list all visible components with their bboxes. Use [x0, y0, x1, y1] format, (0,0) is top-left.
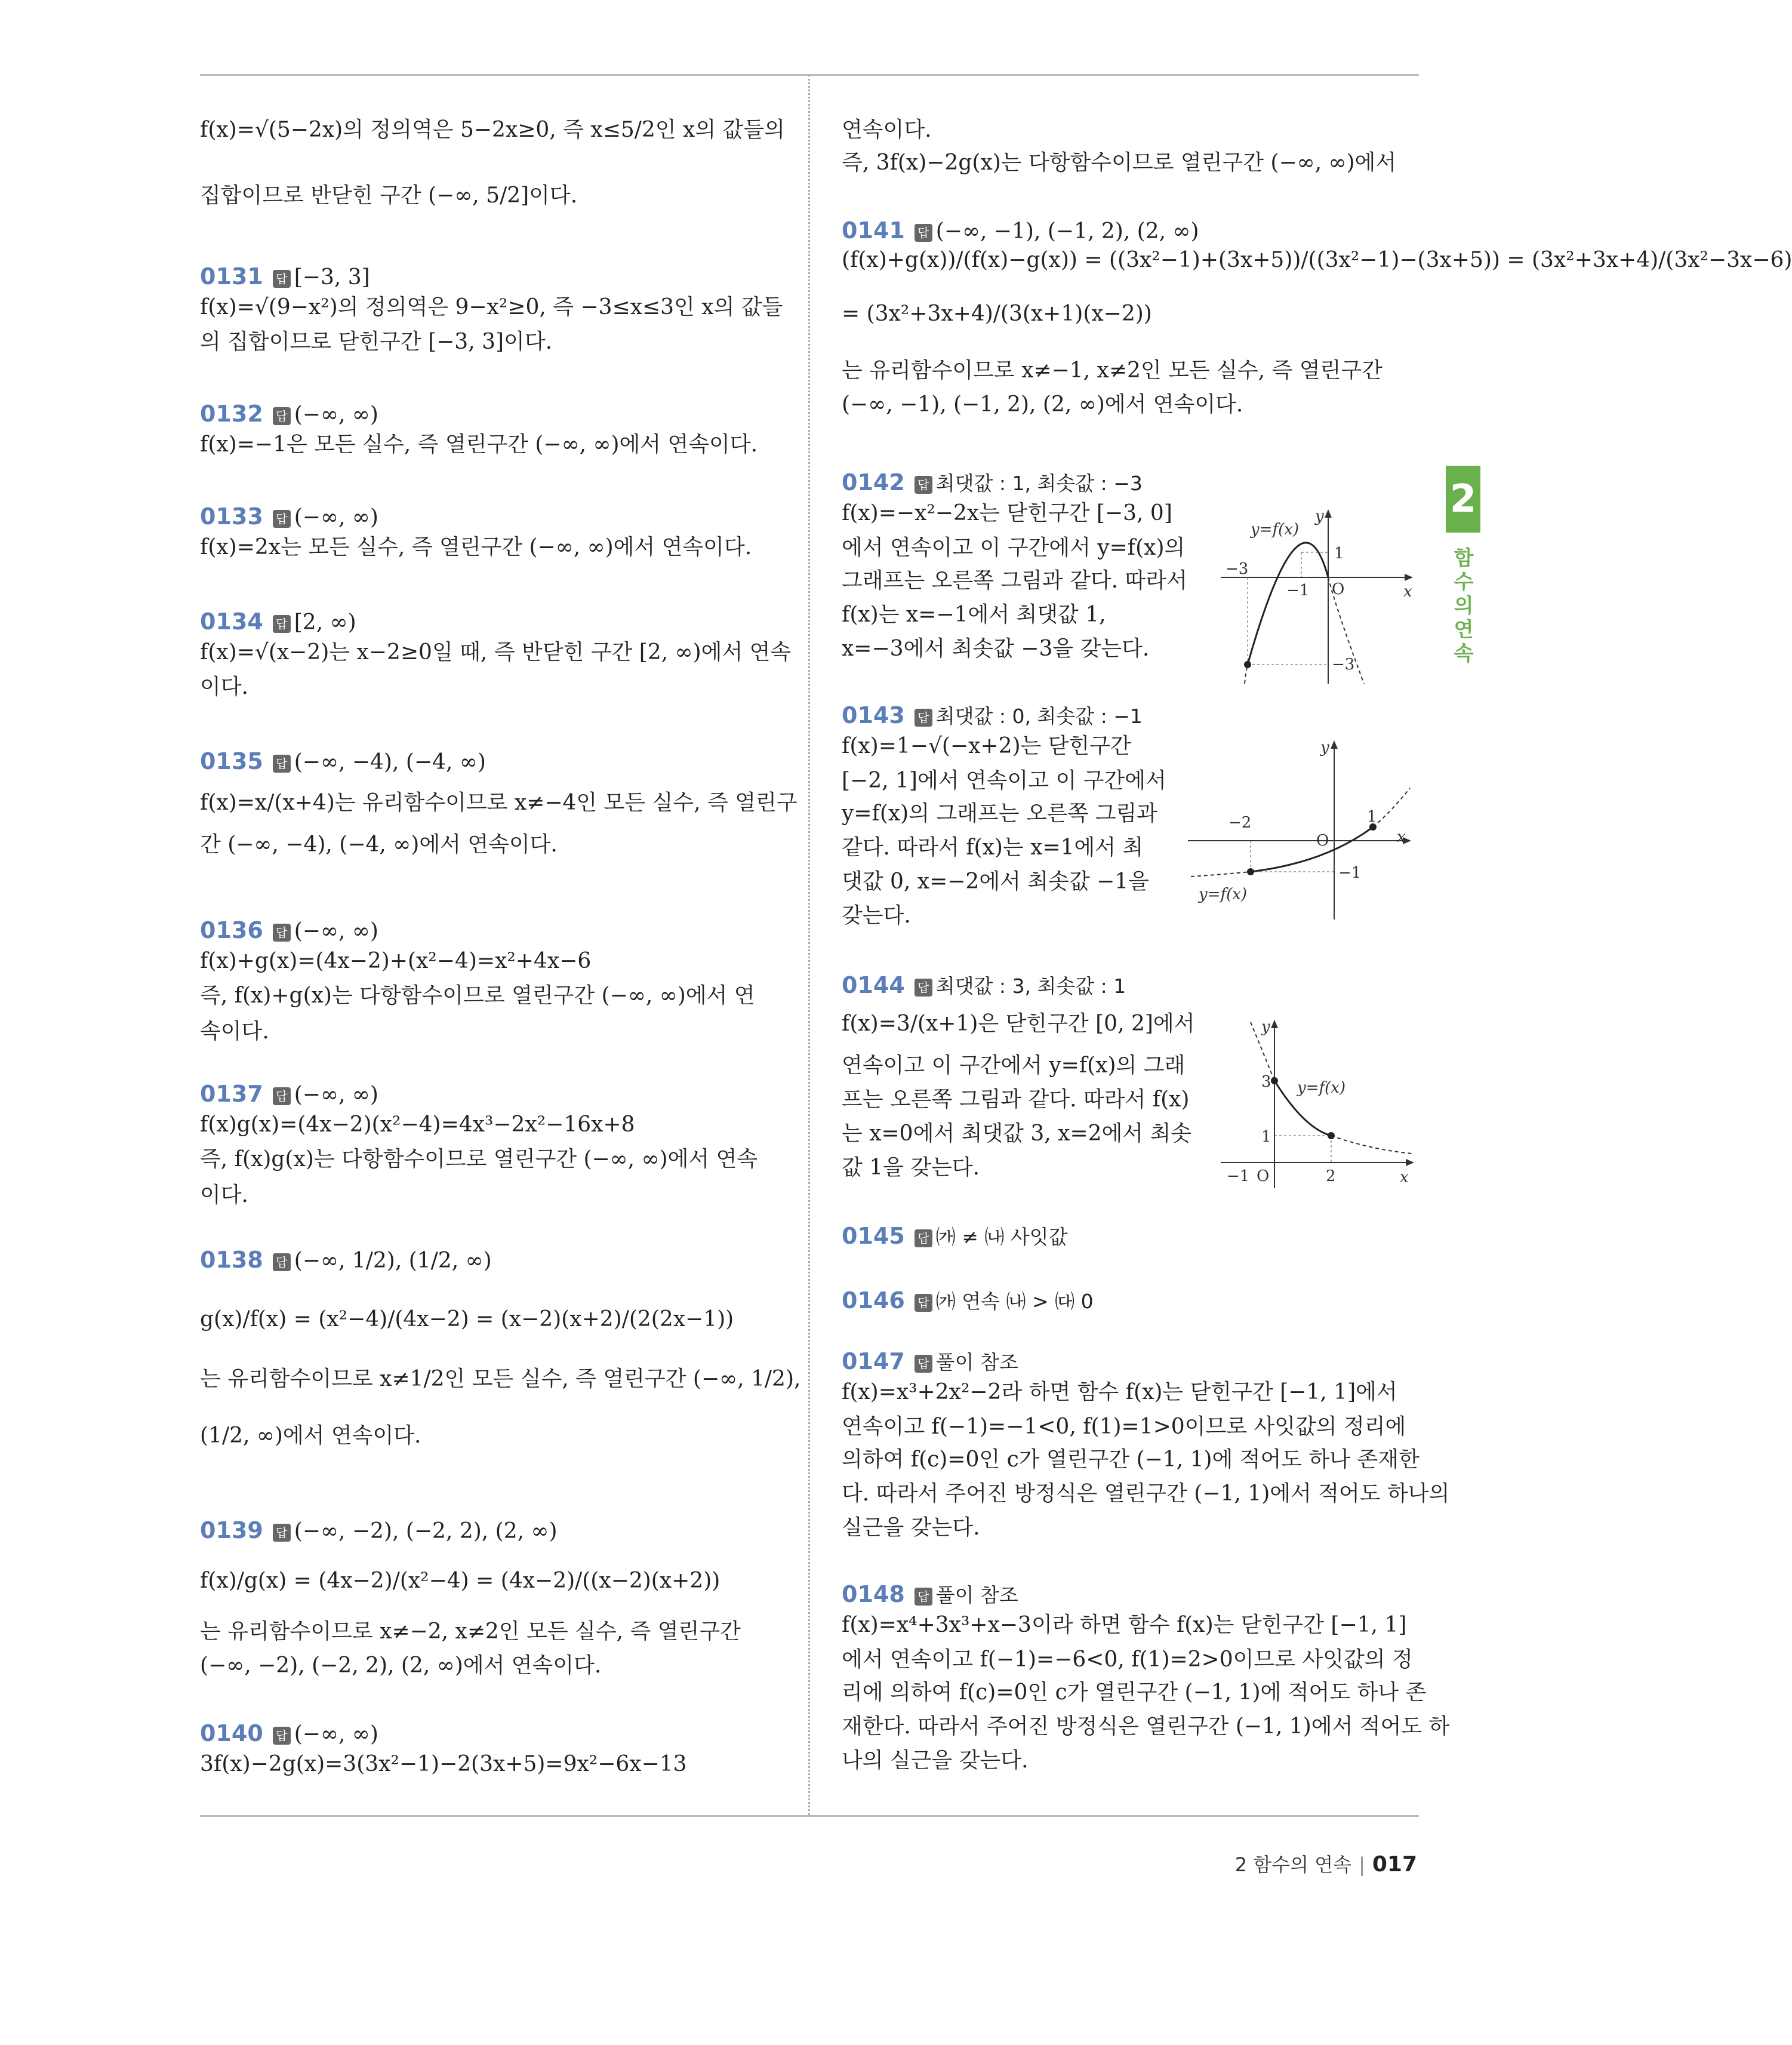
solution-line: f(x)=2x는 모든 실수, 즉 열린구간 (−∞, ∞)에서 연속이다. — [200, 535, 752, 559]
solution-line: f(x)=x⁴+3x³+x−3이라 하면 함수 f(x)는 닫힌구간 [−1, 1] — [842, 1613, 1407, 1637]
tick-label: 1 — [1334, 545, 1344, 562]
answer-mark-icon: 답 — [915, 1355, 932, 1373]
answer-mark-icon: 답 — [273, 270, 291, 288]
curve-dashed — [1331, 1136, 1412, 1154]
answer-mark-icon: 답 — [915, 224, 932, 242]
answer-text: ㈎ ≠ ㈏ 사잇값 — [935, 1225, 1068, 1248]
answer-text: (−∞, ∞) — [294, 402, 378, 427]
footer-separator: | — [1359, 1853, 1365, 1876]
arrow-icon — [1271, 1020, 1278, 1028]
problem-number: 0131 — [200, 263, 263, 290]
problem-header — [842, 469, 1143, 497]
problem-number: 0138 — [200, 1247, 263, 1273]
solution-line: 간 (−∞, −4), (−4, ∞)에서 연속이다. — [200, 832, 558, 857]
solution-line: 의하여 f(c)=0인 c가 열린구간 (−1, 1)에 적어도 하나 존재한 — [842, 1447, 1420, 1472]
y-axis-label: y — [1320, 739, 1329, 757]
solution-line: 연속이고 f(−1)=−1<0, f(1)=1>0이므로 사잇값의 정리에 — [842, 1414, 1406, 1439]
solution-line: 이다. — [200, 1183, 248, 1207]
solution-line: 값 1을 갖는다. — [842, 1155, 980, 1180]
y-axis-label: y — [1315, 508, 1324, 525]
solution-line: 즉, f(x)g(x)는 다항함수이므로 열린구간 (−∞, ∞)에서 연속 — [200, 1147, 758, 1171]
answer-mark-icon: 답 — [273, 407, 291, 425]
answer-text: (−∞, ∞) — [294, 505, 378, 530]
arrow-icon — [1325, 509, 1332, 518]
answer-mark-icon: 답 — [273, 510, 291, 528]
problem-header — [200, 400, 378, 429]
tick-label: 3 — [1261, 1073, 1271, 1091]
solution-line: 댓값 0, x=−2에서 최솟값 −1을 — [842, 869, 1149, 894]
solution-line: (f(x)+g(x))/(f(x)−g(x)) = ((3x²−1)+(3x+5))/((3x²−1)−(3x+5)) = (3x²+3x+4)/(3x²−3x−6) — [842, 248, 1792, 272]
solution-line: x=−3에서 최솟값 −3을 갖는다. — [842, 636, 1150, 661]
solution-line: (1/2, ∞)에서 연속이다. — [200, 1423, 421, 1448]
problem-header — [842, 1348, 1018, 1376]
solution-line: (−∞, −1), (−1, 2), (2, ∞)에서 연속이다. — [842, 392, 1243, 417]
solution-line: f(x)=−x²−2x는 닫힌구간 [−3, 0] — [842, 501, 1172, 525]
solution-line: 3f(x)−2g(x)=3(3x²−1)−2(3x+5)=9x²−6x−13 — [200, 1752, 687, 1776]
problem-header — [842, 217, 1199, 245]
origin-label: O — [1316, 832, 1329, 850]
problem-header — [842, 702, 1143, 730]
problem-number: 0139 — [200, 1517, 263, 1543]
tick-label: 2 — [1326, 1167, 1336, 1185]
arrow-icon — [1405, 574, 1413, 581]
graph-label: y=f(x) — [1251, 521, 1300, 539]
problem-number: 0133 — [200, 503, 263, 530]
solution-line: [−2, 1]에서 연속이고 이 구간에서 — [842, 768, 1166, 793]
problem-number: 0145 — [842, 1223, 905, 1249]
solution-line: = (3x²+3x+4)/(3(x+1)(x−2)) — [842, 302, 1152, 326]
solution-line: y=f(x)의 그래프는 오른쪽 그림과 — [842, 801, 1158, 826]
answer-text: 최댓값 : 1, 최솟값 : −3 — [935, 472, 1143, 495]
problem-header — [842, 971, 1126, 1000]
problem-header — [200, 748, 486, 776]
tick-label: 1 — [1367, 808, 1377, 826]
answer-mark-icon: 답 — [273, 755, 291, 773]
solution-line: 집합이므로 반닫힌 구간 (−∞, 5/2]이다. — [200, 183, 578, 208]
answer-text: (−∞, ∞) — [294, 1722, 378, 1746]
answer-mark-icon: 답 — [915, 979, 932, 997]
chapter-tab-title: 함수의 연속 — [1454, 546, 1474, 666]
answer-text: (−∞, 1/2), (1/2, ∞) — [294, 1248, 492, 1273]
answer-text: 최댓값 : 0, 최솟값 : −1 — [935, 705, 1143, 728]
chapter-tab: 2 — [1446, 466, 1480, 533]
bottom-rule — [200, 1815, 1419, 1817]
answer-mark-icon: 답 — [273, 1087, 291, 1105]
solution-line: 다. 따라서 주어진 방정식은 열린구간 (−1, 1)에서 적어도 하나의 — [842, 1481, 1450, 1506]
problem-number: 0136 — [200, 917, 263, 943]
answer-text: (−∞, −4), (−4, ∞) — [294, 750, 486, 774]
solution-line: f(x)g(x)=(4x−2)(x²−4)=4x³−2x²−16x+8 — [200, 1112, 635, 1137]
problem-number: 0135 — [200, 748, 263, 774]
solution-line: f(x)=3/(x+1)은 닫힌구간 [0, 2]에서 — [842, 1011, 1195, 1036]
problem-number: 0142 — [842, 469, 905, 496]
solution-line: 갖는다. — [842, 903, 911, 928]
answer-text: 풀이 참조 — [935, 1351, 1018, 1374]
answer-text: [2, ∞) — [294, 610, 356, 635]
answer-mark-icon: 답 — [915, 1294, 932, 1312]
problem-number: 0146 — [842, 1287, 905, 1314]
solution-line: 의 집합이므로 닫힌구간 [−3, 3]이다. — [200, 330, 553, 354]
answer-text: (−∞, ∞) — [294, 919, 378, 943]
answer-text: (−∞, −1), (−1, 2), (2, ∞) — [935, 219, 1199, 244]
problem-header — [200, 263, 370, 291]
max-point — [1271, 1077, 1278, 1084]
solution-line: 나의 실근을 갖는다. — [842, 1748, 1029, 1773]
problem-header — [842, 1222, 1068, 1251]
problem-number: 0134 — [200, 608, 263, 635]
graph-0142 — [1221, 505, 1418, 690]
solution-line: f(x)+g(x)=(4x−2)+(x²−4)=x²+4x−6 — [200, 949, 592, 973]
solution-line: 즉, f(x)+g(x)는 다항함수이므로 열린구간 (−∞, ∞)에서 연 — [200, 983, 755, 1008]
solution-line: f(x)는 x=−1에서 최댓값 1, — [842, 602, 1106, 627]
x-axis-label: x — [1397, 828, 1406, 846]
problem-header — [842, 1580, 1018, 1609]
answer-text: 최댓값 : 3, 최솟값 : 1 — [935, 974, 1126, 998]
problem-header — [842, 1287, 1094, 1315]
tick-label: −1 — [1227, 1167, 1250, 1185]
graph-0144 — [1215, 1015, 1418, 1194]
answer-mark-icon: 답 — [273, 1727, 291, 1745]
problem-header — [200, 608, 356, 636]
graph-0143 — [1188, 734, 1418, 925]
solution-line: f(x)=−1은 모든 실수, 즉 열린구간 (−∞, ∞)에서 연속이다. — [200, 432, 758, 457]
problem-header — [200, 1720, 378, 1748]
y-axis-label: y — [1261, 1018, 1270, 1036]
curve-dashed — [1191, 872, 1251, 877]
origin-label: O — [1332, 580, 1345, 598]
footer-chapter: 2 함수의 연속 — [1234, 1853, 1352, 1876]
answer-mark-icon: 답 — [273, 615, 291, 633]
min-point — [1328, 1132, 1335, 1139]
problem-number: 0132 — [200, 401, 263, 427]
answer-text: [−3, 3] — [294, 265, 370, 290]
solution-line: f(x)/g(x) = (4x−2)/(x²−4) = (4x−2)/((x−2)(x+2)) — [200, 1569, 721, 1593]
solution-line: f(x)=√(9−x²)의 정의역은 9−x²≥0, 즉 −3≤x≤3인 x의 값들 — [200, 295, 783, 319]
solution-line: 같다. 따라서 f(x)는 x=1에서 최 — [842, 835, 1144, 860]
solution-line: f(x)=1−√(−x+2)는 닫힌구간 — [842, 734, 1131, 758]
arrow-icon — [1406, 1159, 1414, 1166]
problem-header — [200, 503, 378, 531]
solution-line: 연속이고 이 구간에서 y=f(x)의 그래 — [842, 1053, 1186, 1078]
problem-number: 0144 — [842, 972, 905, 998]
page-number: 017 — [1372, 1852, 1417, 1877]
problem-header — [200, 1246, 492, 1275]
solution-line: 연속이다. — [842, 118, 932, 142]
min-point — [1244, 661, 1251, 668]
answer-mark-icon: 답 — [273, 1524, 291, 1542]
solution-line: 재한다. 따라서 주어진 방정식은 열린구간 (−1, 1)에서 적어도 하 — [842, 1714, 1450, 1739]
solution-line: 에서 연속이고 f(−1)=−6<0, f(1)=2>0이므로 사잇값의 정 — [842, 1647, 1413, 1672]
graph-label: y=f(x) — [1297, 1079, 1346, 1097]
x-axis-label: x — [1400, 1168, 1409, 1186]
problem-number: 0143 — [842, 702, 905, 728]
graph-label: y=f(x) — [1199, 885, 1248, 903]
solution-line: 는 유리함수이므로 x≠−2, x≠2인 모든 실수, 즉 열린구간 — [200, 1619, 741, 1644]
tick-label: −1 — [1338, 864, 1362, 882]
curve-dashed — [1373, 788, 1410, 827]
solution-line: 는 유리함수이므로 x≠1/2인 모든 실수, 즉 열린구간 (−∞, 1/2), — [200, 1367, 801, 1391]
arrow-icon — [1331, 740, 1338, 749]
answer-text: 풀이 참조 — [935, 1583, 1018, 1607]
tick-label: −1 — [1286, 582, 1310, 599]
tick-label: −3 — [1332, 656, 1355, 674]
tick-label: −2 — [1228, 814, 1252, 832]
page-footer — [1235, 1850, 1417, 1877]
problem-number: 0141 — [842, 217, 905, 244]
problem-number: 0137 — [200, 1081, 263, 1107]
solution-line: 속이다. — [200, 1019, 269, 1044]
column-divider — [808, 75, 810, 1815]
answer-text: (−∞, −2), (−2, 2), (2, ∞) — [294, 1519, 558, 1543]
min-point — [1247, 868, 1254, 875]
solution-line: 에서 연속이고 이 구간에서 y=f(x)의 — [842, 536, 1186, 560]
problem-number: 0147 — [842, 1348, 905, 1374]
solution-line: 그래프는 오른쪽 그림과 같다. 따라서 — [842, 568, 1187, 593]
solution-line: 이다. — [200, 675, 248, 699]
answer-mark-icon: 답 — [273, 1253, 291, 1271]
problem-header — [200, 1080, 378, 1109]
solution-line: 실근을 갖는다. — [842, 1515, 980, 1540]
solution-line: (−∞, −2), (−2, 2), (2, ∞)에서 연속이다. — [200, 1653, 602, 1678]
solution-line: f(x)=x/(x+4)는 유리함수이므로 x≠−4인 모든 실수, 즉 열린구 — [200, 791, 798, 815]
solution-line: f(x)=√(5−2x)의 정의역은 5−2x≥0, 즉 x≤5/2인 x의 값들의 — [200, 118, 785, 142]
answer-mark-icon: 답 — [915, 709, 932, 727]
problem-number: 0140 — [200, 1720, 263, 1746]
solution-line: 리에 의하여 f(c)=0인 c가 열린구간 (−1, 1)에 적어도 하나 존 — [842, 1680, 1427, 1705]
origin-label: O — [1257, 1167, 1270, 1185]
solution-line: f(x)=x³+2x²−2라 하면 함수 f(x)는 닫힌구간 [−1, 1]에서 — [842, 1380, 1397, 1404]
x-axis-label: x — [1403, 583, 1412, 601]
answer-mark-icon: 답 — [915, 1229, 932, 1247]
solution-line: 는 유리함수이므로 x≠−1, x≠2인 모든 실수, 즉 열린구간 — [842, 358, 1383, 383]
answer-text: ㈎ 연속 ㈏ > ㈐ 0 — [935, 1290, 1094, 1313]
solution-line: 즉, 3f(x)−2g(x)는 다항함수이므로 열린구간 (−∞, ∞)에서 — [842, 150, 1397, 175]
tick-label: −3 — [1226, 560, 1249, 578]
parabola-solid — [1248, 543, 1328, 665]
tick-label: 1 — [1261, 1128, 1271, 1146]
solution-line: g(x)/f(x) = (x²−4)/(4x−2) = (x−2)(x+2)/(2(2x−1)) — [200, 1307, 734, 1331]
solution-line: f(x)=√(x−2)는 x−2≥0일 때, 즉 반닫힌 구간 [2, ∞)에서 연속 — [200, 640, 792, 665]
answer-text: (−∞, ∞) — [294, 1083, 378, 1107]
problem-header — [200, 917, 378, 945]
answer-mark-icon: 답 — [273, 924, 291, 942]
answer-mark-icon: 답 — [915, 1588, 932, 1606]
solution-line: 는 x=0에서 최댓값 3, x=2에서 최솟 — [842, 1121, 1192, 1146]
solution-line: 프는 오른쪽 그림과 같다. 따라서 f(x) — [842, 1087, 1190, 1112]
problem-number: 0148 — [842, 1581, 905, 1607]
problem-header — [200, 1517, 558, 1545]
answer-mark-icon: 답 — [915, 476, 932, 494]
